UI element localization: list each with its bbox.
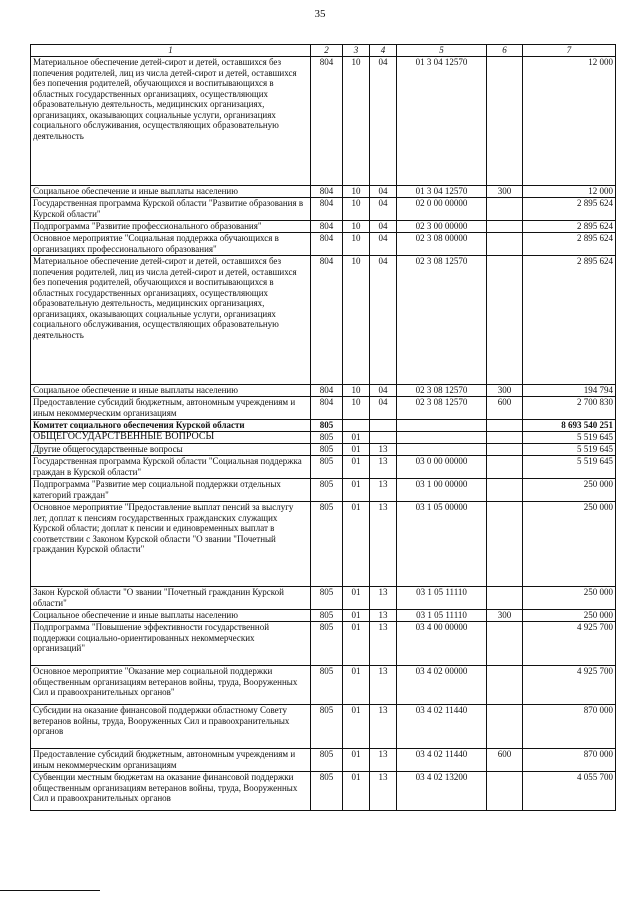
row-expense-type-cell: 300 [487,610,523,622]
table-row [31,705,616,749]
row-subsection-cell: 13 [370,444,397,456]
row-admin-code-cell: 805 [311,456,343,479]
row-subsection-cell: 04 [370,186,397,198]
footer-rule [0,890,100,891]
row-amount-cell: 4 925 700 [523,666,616,705]
table-row [31,57,616,186]
row-subsection-cell: 13 [370,610,397,622]
row-expense-type-cell [487,198,523,221]
row-admin-code-cell: 804 [311,385,343,397]
row-target-code-cell: 02 3 08 00000 [397,233,487,256]
page-number: 35 [314,8,326,20]
table-row [31,502,616,587]
row-target-code-cell [397,444,487,456]
budget-table [30,44,616,811]
row-target-code-cell [397,432,487,444]
table-row [31,256,616,385]
row-admin-code-cell: 804 [311,221,343,233]
row-section-cell: 10 [343,256,370,385]
header-col-6: 6 [487,45,523,57]
row-subsection-cell: 04 [370,256,397,385]
row-expense-type-cell: 600 [487,749,523,772]
table-row [31,666,616,705]
table-row [31,385,616,397]
row-name-cell: Подпрограмма "Развитие мер социальной поддержки отдельных категорий граждан" [31,479,311,502]
header-col-3: 3 [343,45,370,57]
row-amount-cell: 2 895 624 [523,221,616,233]
row-admin-code-cell: 805 [311,432,343,444]
row-admin-code-cell: 805 [311,666,343,705]
row-subsection-cell: 04 [370,397,397,420]
row-amount-cell: 4 055 700 [523,772,616,811]
row-section-cell: 01 [343,502,370,587]
row-target-code-cell [397,420,487,432]
row-name-cell: Материальное обеспечение детей-сирот и детей, оставшихся без попечения родителей, лиц из числа детей-сирот и детей, оставшихся без попечения родителей, обучающихся и воспитывающихся в областных государственных организациях, осуществляющих образовательную деятельность, медицинских организациях, организациях, оказывающих социальные услуги, организациях социального обслуживания, осуществляющих образовательную деятельность [31,57,311,186]
row-subsection-cell [370,420,397,432]
row-section-cell: 01 [343,749,370,772]
row-subsection-cell: 04 [370,233,397,256]
row-target-code-cell: 02 3 08 12570 [397,256,487,385]
row-amount-cell: 5 519 645 [523,456,616,479]
row-section-cell: 10 [343,233,370,256]
row-name-cell: Социальное обеспечение и иные выплаты населению [31,610,311,622]
row-subsection-cell: 04 [370,221,397,233]
row-subsection-cell: 13 [370,705,397,749]
row-name-cell: Предоставление субсидий бюджетным, автономным учреждениям и иным некоммерческим организациям [31,749,311,772]
row-expense-type-cell [487,705,523,749]
table-row [31,432,616,444]
row-expense-type-cell [487,456,523,479]
row-expense-type-cell [487,444,523,456]
row-target-code-cell: 02 3 08 12570 [397,397,487,420]
table-row [31,749,616,772]
row-section-cell: 01 [343,456,370,479]
row-admin-code-cell: 805 [311,622,343,666]
row-target-code-cell: 02 3 00 00000 [397,221,487,233]
row-subsection-cell: 13 [370,749,397,772]
row-section-cell: 01 [343,772,370,811]
row-name-cell: Комитет социального обеспечения Курской области [31,420,311,432]
table-row [31,587,616,610]
row-target-code-cell: 03 0 00 00000 [397,456,487,479]
row-expense-type-cell [487,502,523,587]
row-name-cell: Материальное обеспечение детей-сирот и детей, оставшихся без попечения родителей, лиц из числа детей-сирот и детей, оставшихся без попечения родителей, обучающихся и воспитывающихся в областных государственных организациях, осуществляющих образовательную деятельность, медицинских организациях, организациях, оказывающих социальные услуги, организациях социального обслуживания, осуществляющих образовательную деятельность [31,256,311,385]
row-name-cell: Субвенции местным бюджетам на оказание финансовой поддержки общественным организациям ветеранов войны, труда, Вооруженных Сил и правоохранительных органов [31,772,311,811]
table-row [31,233,616,256]
row-subsection-cell: 13 [370,587,397,610]
row-section-cell [343,420,370,432]
row-expense-type-cell [487,587,523,610]
row-subsection-cell: 04 [370,57,397,186]
row-amount-cell: 2 895 624 [523,233,616,256]
row-target-code-cell: 03 4 02 00000 [397,666,487,705]
row-name-cell: Субсидии на оказание финансовой поддержки областному Совету ветеранов войны, труда, Вооруженных Сил и правоохранительных органов [31,705,311,749]
row-target-code-cell: 02 3 08 12570 [397,385,487,397]
row-expense-type-cell [487,221,523,233]
row-target-code-cell: 01 3 04 12570 [397,186,487,198]
row-expense-type-cell [487,420,523,432]
row-name-cell: Государственная программа Курской области "Социальная поддержка граждан в Курской области" [31,456,311,479]
row-section-cell: 10 [343,186,370,198]
row-section-cell: 01 [343,705,370,749]
row-admin-code-cell: 804 [311,198,343,221]
row-amount-cell: 194 794 [523,385,616,397]
row-expense-type-cell: 300 [487,186,523,198]
row-name-cell: Социальное обеспечение и иные выплаты населению [31,385,311,397]
row-target-code-cell: 03 4 02 11440 [397,749,487,772]
table-row [31,622,616,666]
row-name-cell: Подпрограмма "Развитие профессионального образования" [31,221,311,233]
row-subsection-cell: 13 [370,502,397,587]
row-section-cell: 10 [343,221,370,233]
row-name-cell: Основное мероприятие "Социальная поддержка обучающихся в организациях профессионального образования" [31,233,311,256]
row-target-code-cell: 02 0 00 00000 [397,198,487,221]
row-target-code-cell: 03 4 02 13200 [397,772,487,811]
header-col-5: 5 [397,45,487,57]
table-row [31,772,616,811]
row-subsection-cell: 04 [370,198,397,221]
row-section-cell: 10 [343,198,370,221]
table-row [31,479,616,502]
row-name-cell: Другие общегосударственные вопросы [31,444,311,456]
row-admin-code-cell: 805 [311,420,343,432]
row-admin-code-cell: 805 [311,705,343,749]
table-body [31,57,616,811]
row-admin-code-cell: 805 [311,772,343,811]
row-section-cell: 01 [343,444,370,456]
table-row [31,186,616,198]
row-target-code-cell: 03 4 00 00000 [397,622,487,666]
row-target-code-cell: 03 1 05 00000 [397,502,487,587]
row-target-code-cell: 01 3 04 12570 [397,57,487,186]
row-amount-cell: 5 519 645 [523,432,616,444]
table-row [31,610,616,622]
row-subsection-cell: 04 [370,385,397,397]
table-row [31,456,616,479]
row-amount-cell: 250 000 [523,587,616,610]
row-expense-type-cell: 300 [487,385,523,397]
row-section-cell: 01 [343,622,370,666]
row-expense-type-cell [487,432,523,444]
row-subsection-cell: 13 [370,479,397,502]
header-col-4: 4 [370,45,397,57]
row-target-code-cell: 03 1 05 11110 [397,610,487,622]
table-row [31,198,616,221]
row-admin-code-cell: 805 [311,610,343,622]
row-amount-cell: 12 000 [523,57,616,186]
header-col-1: 1 [31,45,311,57]
row-expense-type-cell [487,666,523,705]
row-admin-code-cell: 805 [311,479,343,502]
row-section-cell: 01 [343,610,370,622]
table-header-row [31,45,616,57]
row-amount-cell: 2 895 624 [523,198,616,221]
row-target-code-cell: 03 1 00 00000 [397,479,487,502]
row-amount-cell: 870 000 [523,749,616,772]
row-admin-code-cell: 805 [311,749,343,772]
row-name-cell: Социальное обеспечение и иные выплаты населению [31,186,311,198]
row-section-cell: 01 [343,432,370,444]
row-name-cell: Предоставление субсидий бюджетным, автономным учреждениям и иным некоммерческим организациям [31,397,311,420]
row-target-code-cell: 03 1 05 11110 [397,587,487,610]
row-admin-code-cell: 804 [311,57,343,186]
row-name-cell: ОБЩЕГОСУДАРСТВЕННЫЕ ВОПРОСЫ [31,432,311,444]
row-name-cell: Основное мероприятие "Предоставление выплат пенсий за выслугу лет, доплат к пенсиям государственных гражданских служащих Курской области; доплат к пенсии и единовременных выплат в соответствии с Законом Курской области "О звании "Почетный гражданин Курской области" [31,502,311,587]
row-target-code-cell: 03 4 02 11440 [397,705,487,749]
table-row [31,397,616,420]
row-admin-code-cell: 805 [311,502,343,587]
row-name-cell: Закон Курской области "О звании "Почетный гражданин Курской области" [31,587,311,610]
row-subsection-cell: 13 [370,666,397,705]
row-name-cell: Государственная программа Курской области "Развитие образования в Курской области" [31,198,311,221]
row-amount-cell: 250 000 [523,502,616,587]
row-section-cell: 01 [343,666,370,705]
row-subsection-cell [370,432,397,444]
row-amount-cell: 5 519 645 [523,444,616,456]
row-expense-type-cell [487,479,523,502]
row-amount-cell: 2 700 830 [523,397,616,420]
row-expense-type-cell [487,772,523,811]
table-row [31,420,616,432]
row-subsection-cell: 13 [370,456,397,479]
row-section-cell: 10 [343,57,370,186]
row-section-cell: 10 [343,397,370,420]
table-row [31,444,616,456]
header-col-2: 2 [311,45,343,57]
row-admin-code-cell: 804 [311,256,343,385]
row-admin-code-cell: 804 [311,233,343,256]
row-expense-type-cell: 600 [487,397,523,420]
row-expense-type-cell [487,622,523,666]
row-admin-code-cell: 804 [311,186,343,198]
row-admin-code-cell: 804 [311,397,343,420]
row-name-cell: Подпрограмма "Повышение эффективности государственной поддержки социально-ориентированных некоммерческих организаций" [31,622,311,666]
row-section-cell: 10 [343,385,370,397]
row-admin-code-cell: 805 [311,444,343,456]
row-subsection-cell: 13 [370,622,397,666]
row-expense-type-cell [487,256,523,385]
row-expense-type-cell [487,57,523,186]
row-amount-cell: 4 925 700 [523,622,616,666]
row-amount-cell: 2 895 624 [523,256,616,385]
header-col-7: 7 [523,45,616,57]
row-name-cell: Основное мероприятие "Оказание мер социальной поддержки общественным организациям ветеранов войны, труда, Вооруженных Сил и правоохранительных органов" [31,666,311,705]
row-amount-cell: 870 000 [523,705,616,749]
row-amount-cell: 12 000 [523,186,616,198]
row-admin-code-cell: 805 [311,587,343,610]
row-expense-type-cell [487,233,523,256]
row-section-cell: 01 [343,479,370,502]
row-amount-cell: 250 000 [523,479,616,502]
row-subsection-cell: 13 [370,772,397,811]
table-row [31,221,616,233]
row-amount-cell: 8 693 540 251 [523,420,616,432]
row-section-cell: 01 [343,587,370,610]
row-amount-cell: 250 000 [523,610,616,622]
